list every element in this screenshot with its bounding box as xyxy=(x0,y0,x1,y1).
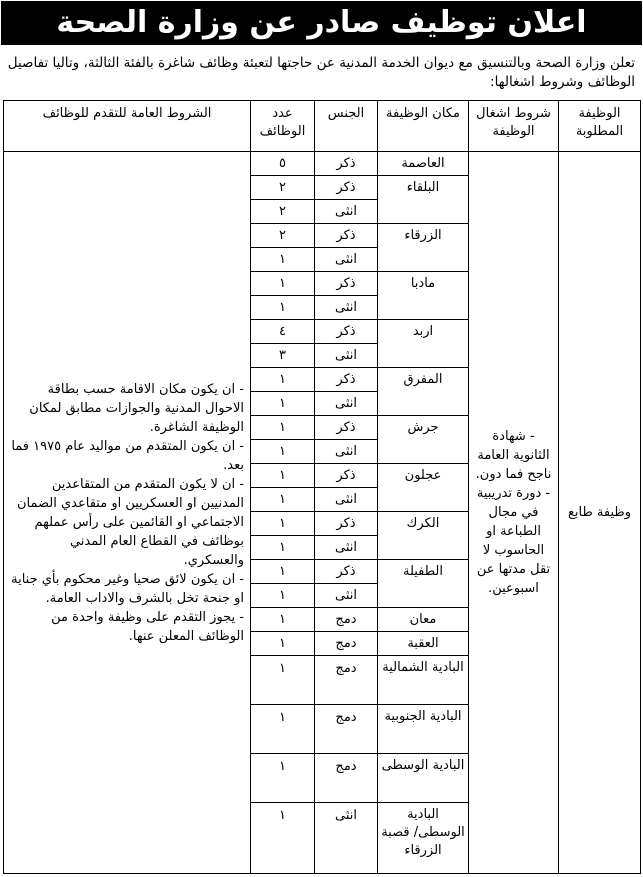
location-cell: العاصمة xyxy=(378,152,469,176)
count-cell: ٢ xyxy=(251,200,315,224)
count-cell: ١ xyxy=(251,296,315,320)
location-cell: البادية الوسطى/ قصبة الزرقاء xyxy=(378,803,469,874)
gender-cell: ذكر xyxy=(315,512,378,536)
location-cell: جرش xyxy=(378,416,469,464)
count-cell: ١ xyxy=(251,536,315,560)
table-body xyxy=(4,152,641,874)
count-cell: ١ xyxy=(251,608,315,632)
location-cell: مادبا xyxy=(378,272,469,320)
general-condition-item: - يجوز التقدم على وظيفة واحدة من الوظائف المعلن عنها. xyxy=(51,609,244,644)
count-cell: ١ xyxy=(251,754,315,803)
gender-cell: دمج xyxy=(315,608,378,632)
header-general: الشروط العامة للتقدم للوظائف xyxy=(4,101,251,152)
count-cell: ١ xyxy=(251,632,315,656)
header-conditions: شروط اشغال الوظيفة xyxy=(469,101,559,152)
gender-cell: ذكر xyxy=(315,272,378,296)
gender-cell: ذكر xyxy=(315,320,378,344)
job-conditions-cell: - شهادة الثانوية العامة ناجح فما دون. - دورة تدريبية في مجال الطباعة او الحاسوب لا تقل مدتها عن اسبوعين. xyxy=(469,152,559,874)
gender-cell: انثى xyxy=(315,803,378,874)
gender-cell: ذكر xyxy=(315,368,378,392)
location-cell: الطفيلة xyxy=(378,560,469,608)
location-cell: معان xyxy=(378,608,469,632)
jobs-table xyxy=(3,100,641,874)
gender-cell: دمج xyxy=(315,632,378,656)
header-gender: الجنس xyxy=(315,101,378,152)
gender-cell: دمج xyxy=(315,656,378,705)
count-cell: ١ xyxy=(251,512,315,536)
count-cell: ٢ xyxy=(251,176,315,200)
page-title: اعلان توظيف صادر عن وزارة الصحة xyxy=(1,1,642,45)
count-cell: ٣ xyxy=(251,344,315,368)
count-cell: ١ xyxy=(251,560,315,584)
count-cell: ١ xyxy=(251,248,315,272)
gender-cell: ذكر xyxy=(315,464,378,488)
count-cell: ٥ xyxy=(251,152,315,176)
job-title-cell: وظيفة طابع xyxy=(559,152,641,874)
count-cell: ١ xyxy=(251,368,315,392)
location-cell: البادية الجنوبية xyxy=(378,705,469,754)
header-job: الوظيفة المطلوبة xyxy=(559,101,641,152)
location-cell: الزرقاء xyxy=(378,224,469,272)
gender-cell: انثى xyxy=(315,344,378,368)
count-cell: ١ xyxy=(251,464,315,488)
gender-cell: انثى xyxy=(315,536,378,560)
intro-text: تعلن وزارة الصحة وبالتنسيق مع ديوان الخدمة المدنية عن حاجتها لتعبئة وظائف شاغرة بالفئة الثالثة، وتاليا تفاصيل الوظائف وشروط اشغالها: xyxy=(7,55,635,90)
gender-cell: انثى xyxy=(315,296,378,320)
count-cell: ١ xyxy=(251,416,315,440)
gender-cell: انثى xyxy=(315,488,378,512)
table-header-row xyxy=(4,101,641,152)
header-count: عدد الوظائف xyxy=(251,101,315,152)
count-cell: ٤ xyxy=(251,320,315,344)
general-condition-item: - ان لا يكون المتقدم من المتقاعدين المدنيين او العسكريين او متقاعدي الضمان الاجتماعي او القائمين على رأس عملهم بوظائف في القطاع العام المدني والعسكري. xyxy=(17,476,244,568)
count-cell: ١ xyxy=(251,392,315,416)
location-cell: البادية الوسطى xyxy=(378,754,469,803)
gender-cell: انثى xyxy=(315,584,378,608)
count-cell: ١ xyxy=(251,803,315,874)
gender-cell: انثى xyxy=(315,200,378,224)
general-condition-item: - ان يكون لائق صحيا وغير محكوم بأي جناية او جنحة تخل بالشرف والاداب العامة. xyxy=(11,571,244,606)
header-location: مكان الوظيفة xyxy=(378,101,469,152)
location-cell: الكرك xyxy=(378,512,469,560)
count-cell: ١ xyxy=(251,656,315,705)
count-cell: ١ xyxy=(251,272,315,296)
general-conditions-cell xyxy=(4,152,251,874)
location-cell: عجلون xyxy=(378,464,469,512)
gender-cell: ذكر xyxy=(315,152,378,176)
count-cell: ١ xyxy=(251,440,315,464)
gender-cell: ذكر xyxy=(315,176,378,200)
count-cell: ٢ xyxy=(251,224,315,248)
count-cell: ١ xyxy=(251,705,315,754)
count-cell: ١ xyxy=(251,584,315,608)
gender-cell: ذكر xyxy=(315,560,378,584)
gender-cell: دمج xyxy=(315,754,378,803)
gender-cell: انثى xyxy=(315,248,378,272)
table-row xyxy=(4,152,641,176)
location-cell: البلقاء xyxy=(378,176,469,224)
location-cell: اربد xyxy=(378,320,469,368)
general-condition-item: - ان يكون المتقدم من مواليد عام ١٩٧٥ فما بعد. xyxy=(11,438,244,473)
location-cell: المفرق xyxy=(378,368,469,416)
location-cell: البادية الشمالية xyxy=(378,656,469,705)
location-cell: العقبة xyxy=(378,632,469,656)
gender-cell: ذكر xyxy=(315,416,378,440)
gender-cell: دمج xyxy=(315,705,378,754)
count-cell: ١ xyxy=(251,488,315,512)
gender-cell: انثى xyxy=(315,392,378,416)
gender-cell: انثى xyxy=(315,440,378,464)
gender-cell: ذكر xyxy=(315,224,378,248)
general-condition-item: - ان يكون مكان الاقامة حسب بطاقة الاحوال المدنية والجوازات مطابق لمكان الوظيفة الشاغرة. xyxy=(29,381,244,435)
